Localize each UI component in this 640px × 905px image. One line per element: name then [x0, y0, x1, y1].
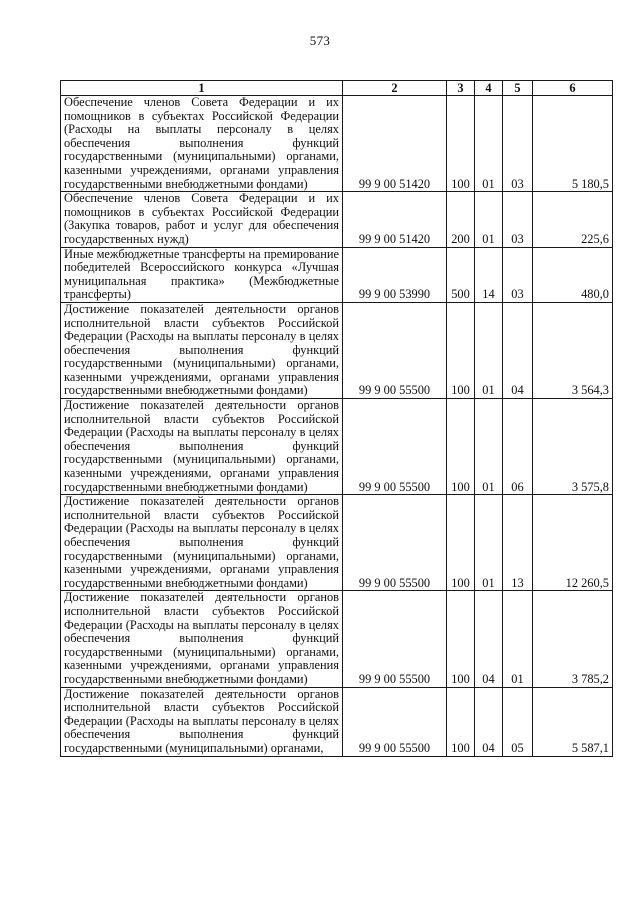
- expense-name: Обеспечение членов Совета Федерации и их помощников в субъектах Российской Федерации (Расходы на выплаты персоналу в целях обеспечения выполнения функций государственными (муниципальными) органами, казенными учреждениями, органами управления государственными внебюджетными фондами): [61, 96, 343, 192]
- target-article-code: 99 9 00 55500: [343, 302, 447, 398]
- column-header: 5: [503, 81, 533, 96]
- expense-type-code: 100: [447, 302, 475, 398]
- table-row: [61, 302, 613, 398]
- expense-name: Достижение показателей деятельности органов исполнительной власти субъектов Российской Федерации (Расходы на выплаты персоналу в целях обеспечения выполнения функций государственными (муниципальными) органами,: [61, 687, 343, 756]
- section-code: 04: [475, 687, 503, 756]
- expense-name: Достижение показателей деятельности органов исполнительной власти субъектов Российской Федерации (Расходы на выплаты персоналу в целях обеспечения выполнения функций государственными (муниципальными) органами, казенными учреждениями, органами управления государственными внебюджетными фондами): [61, 399, 343, 495]
- section-code: 01: [475, 399, 503, 495]
- expense-type-code: 500: [447, 247, 475, 302]
- subsection-code: 06: [503, 399, 533, 495]
- table-row: [61, 96, 613, 192]
- expense-type-code: 100: [447, 687, 475, 756]
- target-article-code: 99 9 00 51420: [343, 192, 447, 247]
- amount: 3 575,8: [533, 399, 613, 495]
- table-header-row: [61, 81, 613, 96]
- subsection-code: 03: [503, 96, 533, 192]
- budget-table: [60, 80, 613, 757]
- target-article-code: 99 9 00 55500: [343, 399, 447, 495]
- table-row: [61, 399, 613, 495]
- amount: 5 180,5: [533, 96, 613, 192]
- subsection-code: 03: [503, 247, 533, 302]
- column-header: 3: [447, 81, 475, 96]
- amount: 3 785,2: [533, 591, 613, 687]
- section-code: 01: [475, 96, 503, 192]
- expense-name: Обеспечение членов Совета Федерации и их помощников в субъектах Российской Федерации (Закупка товаров, работ и услуг для обеспечения государственных нужд): [61, 192, 343, 247]
- expense-name: Достижение показателей деятельности органов исполнительной власти субъектов Российской Федерации (Расходы на выплаты персоналу в целях обеспечения выполнения функций государственными (муниципальными) органами, казенными учреждениями, органами управления государственными внебюджетными фондами): [61, 495, 343, 591]
- table-row: [61, 192, 613, 247]
- expense-type-code: 100: [447, 591, 475, 687]
- section-code: 01: [475, 495, 503, 591]
- expense-name: Достижение показателей деятельности органов исполнительной власти субъектов Российской Федерации (Расходы на выплаты персоналу в целях обеспечения выполнения функций государственными (муниципальными) органами, казенными учреждениями, органами управления государственными внебюджетными фондами): [61, 591, 343, 687]
- table-row: [61, 591, 613, 687]
- target-article-code: 99 9 00 51420: [343, 96, 447, 192]
- table-row: [61, 495, 613, 591]
- subsection-code: 03: [503, 192, 533, 247]
- expense-type-code: 100: [447, 399, 475, 495]
- section-code: 01: [475, 192, 503, 247]
- table-row: [61, 247, 613, 302]
- column-header: 6: [533, 81, 613, 96]
- subsection-code: 05: [503, 687, 533, 756]
- subsection-code: 04: [503, 302, 533, 398]
- subsection-code: 01: [503, 591, 533, 687]
- table-row: [61, 687, 613, 756]
- column-header: 1: [61, 81, 343, 96]
- section-code: 04: [475, 591, 503, 687]
- amount: 225,6: [533, 192, 613, 247]
- expense-type-code: 100: [447, 495, 475, 591]
- amount: 3 564,3: [533, 302, 613, 398]
- section-code: 14: [475, 247, 503, 302]
- target-article-code: 99 9 00 53990: [343, 247, 447, 302]
- section-code: 01: [475, 302, 503, 398]
- target-article-code: 99 9 00 55500: [343, 687, 447, 756]
- expense-type-code: 200: [447, 192, 475, 247]
- column-header: 2: [343, 81, 447, 96]
- amount: 480,0: [533, 247, 613, 302]
- page-number: 573: [309, 33, 331, 48]
- column-header: 4: [475, 81, 503, 96]
- expense-name: Иные межбюджетные трансферты на премирование победителей Всероссийского конкурса «Лучшая муниципальная практика» (Межбюджетные трансферты): [61, 247, 343, 302]
- expense-name: Достижение показателей деятельности органов исполнительной власти субъектов Российской Федерации (Расходы на выплаты персоналу в целях обеспечения выполнения функций государственными (муниципальными) органами, казенными учреждениями, органами управления государственными внебюджетными фондами): [61, 302, 343, 398]
- subsection-code: 13: [503, 495, 533, 591]
- amount: 5 587,1: [533, 687, 613, 756]
- amount: 12 260,5: [533, 495, 613, 591]
- target-article-code: 99 9 00 55500: [343, 495, 447, 591]
- expense-type-code: 100: [447, 96, 475, 192]
- target-article-code: 99 9 00 55500: [343, 591, 447, 687]
